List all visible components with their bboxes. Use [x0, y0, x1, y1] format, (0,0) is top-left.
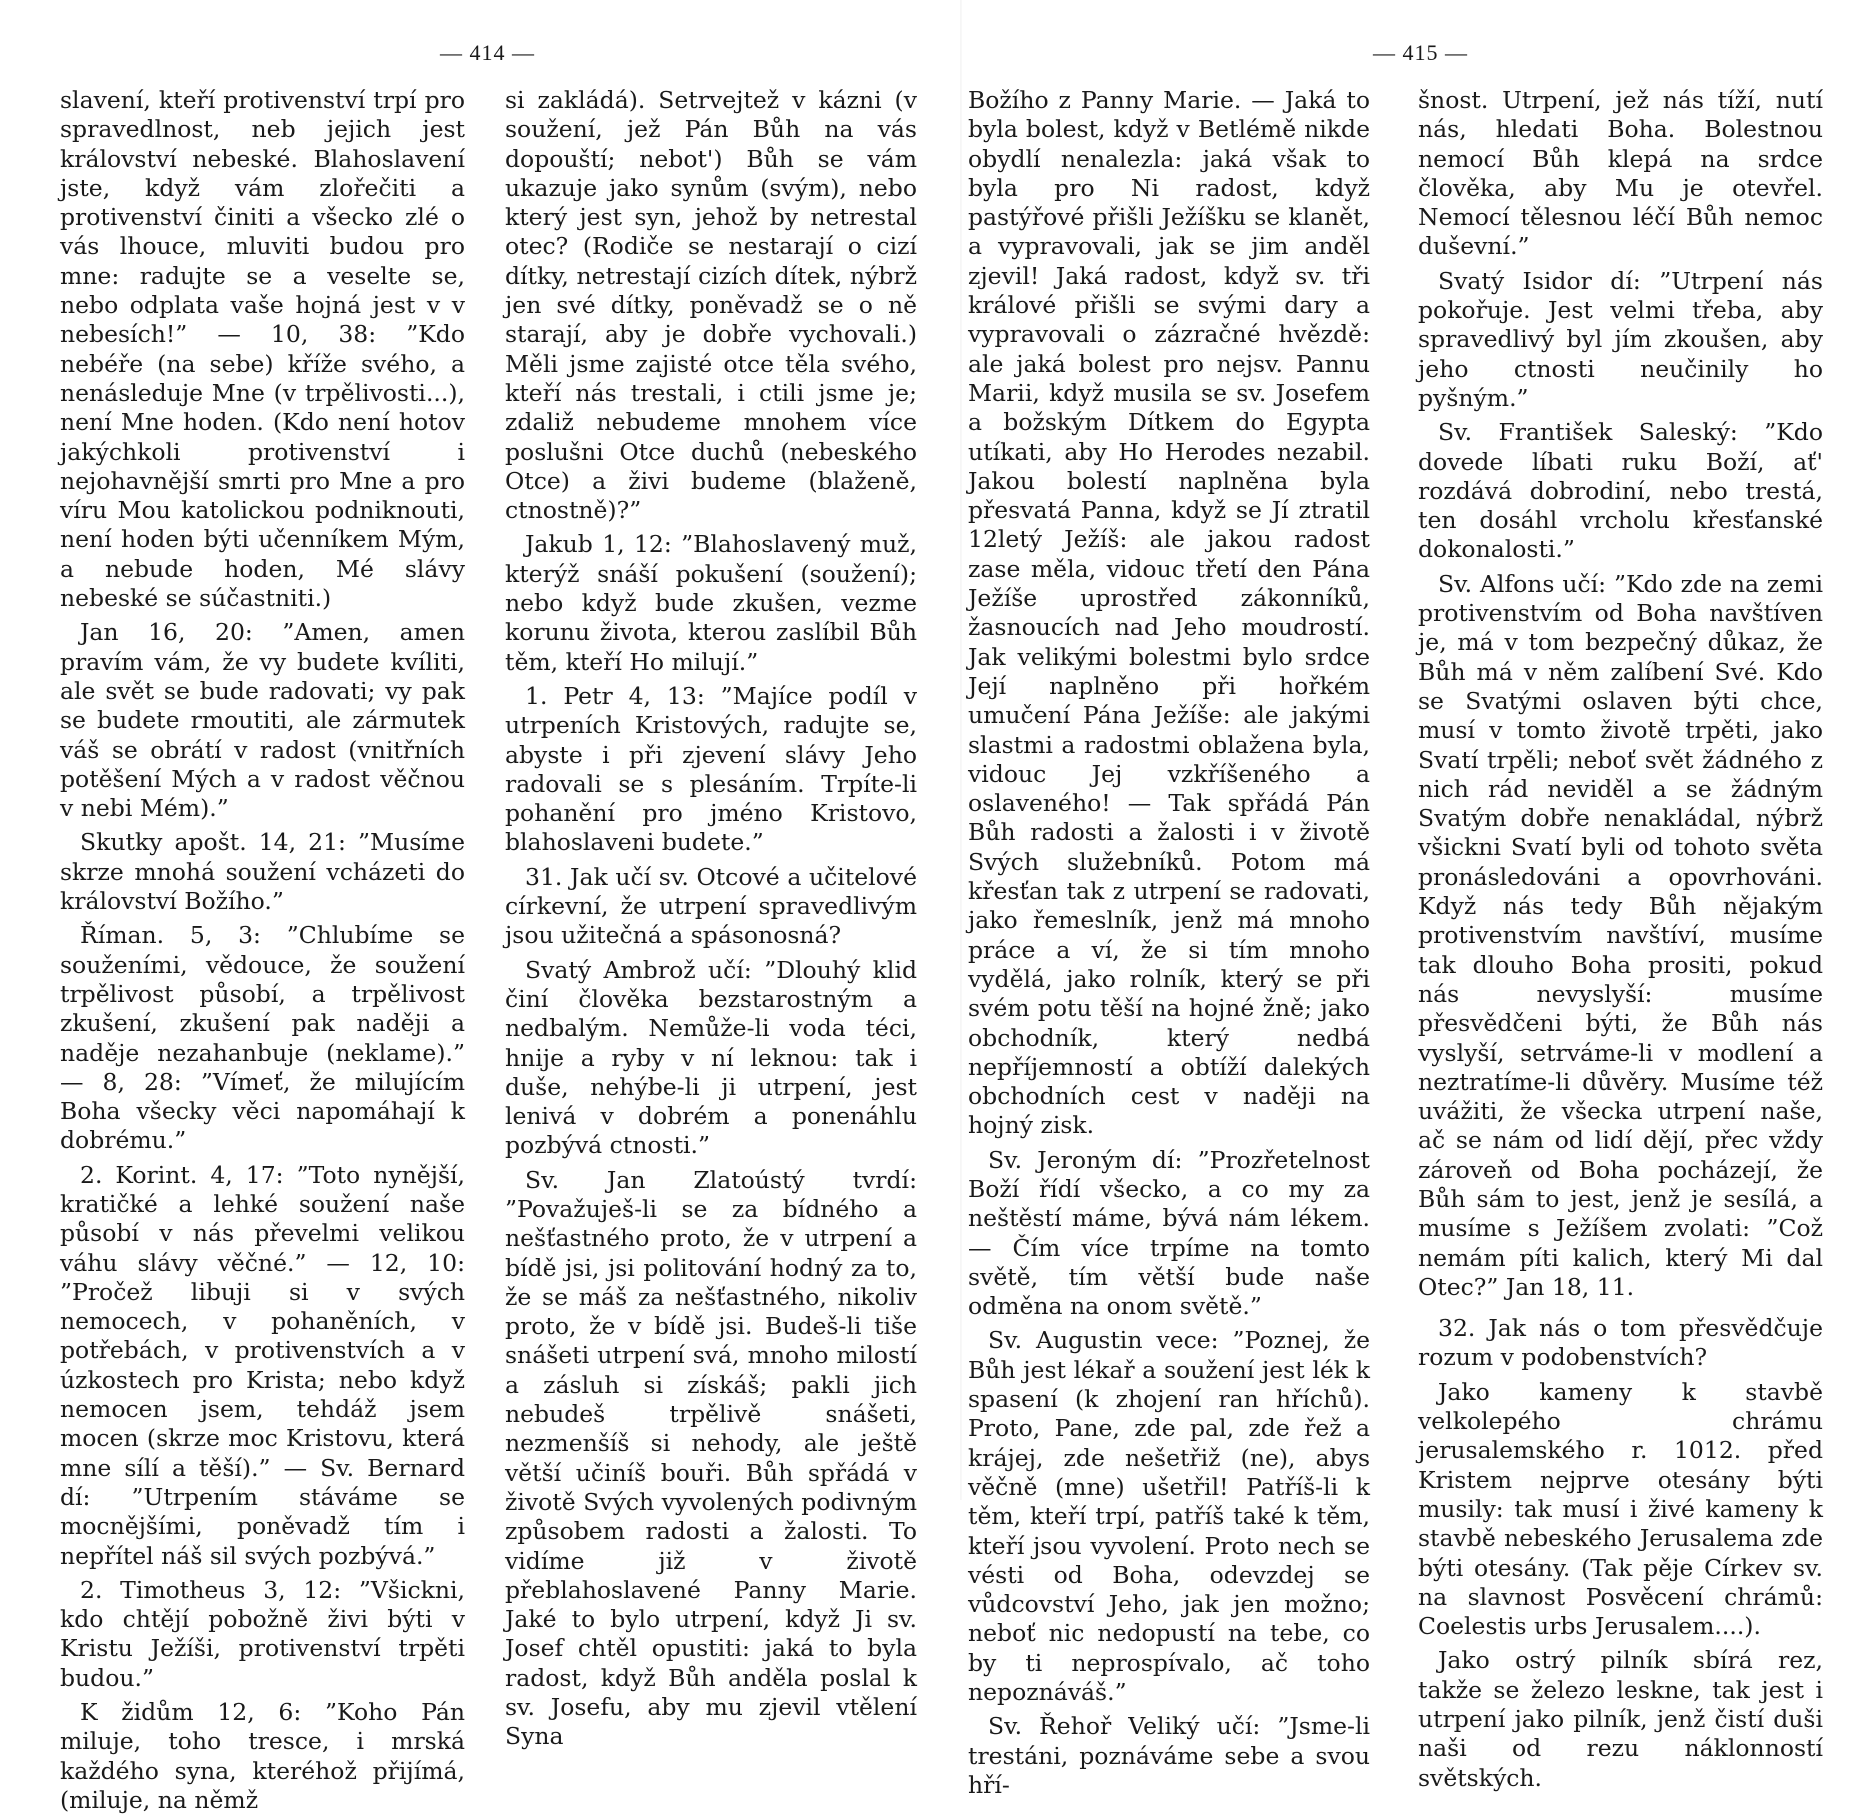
column-1: [60, 86, 465, 1820]
paragraph: 2. Korint. 4, 17: ”Toto nynější, kratičké a lehké soužení naše působí v nás převelmi velikou váhu slávy věčné.” — 12, 10: ”Pročež libuji si v svých nemocech, v pohaněních, v potřebách, v protivenstvích a v úzkostech pro Krista; nebo když nemocen jsem, tehdáž jsem mocen (skrze moc Kristovu, která mne sílí a těší).” — Sv. Bernard dí: ”Utrpením stáváme se mocnějšími, poněvadž tím i nepřítel náš sil svých pozbývá.”: [60, 1160, 465, 1570]
paragraph: si zakládá). Setrvejtež v kázni (v soužení, jež Pán Bůh na vás dopouští; nebot') Bůh se vám ukazuje jako synům (svým), nebo který jest syn, jehož by netrestal otec? (Rodiče se nestarají o cizí dítky, netrestají cizích dítek, nýbrž jen své dítky, poněvadž se o ně starají, aby je dobře vychovali.) Měli jsme zajisté otce těla svého, kteří nás trestali, i ctili jsme je; zdaliž nebudeme mnohem více poslušni Otce duchů (nebeského Otce) a živi budeme (blaženě, ctnostně)?”: [505, 86, 917, 525]
paragraph: 1. Petr 4, 13: ”Majíce podíl v utrpeních Kristových, radujte se, abyste i při zjevení slávy Jeho radovali se s plesáním. Trpíte-li pohanění pro jméno Kristovo, blahoslaveni budete.”: [505, 681, 917, 857]
paragraph: Jako kameny k stavbě velkolepého chrámu jerusalemského r. 1012. před Kristem nejprve otesány býti musily: tak musí i živé kameny k stavbě nebeského Jerusalema zde býti otesány. (Tak pěje Církev sv. na slavnost Posvěcení chrámů: Coelestis urbs Jerusalem....).: [1418, 1377, 1823, 1641]
paragraph: Skutky apošt. 14, 21: ”Musíme skrze mnohá soužení vcházeti do království Božího.”: [60, 828, 465, 916]
paragraph: 2. Timotheus 3, 12: ”Všickni, kdo chtějí pobožně živi býti v Kristu Ježíši, protivenství trpěti budou.”: [60, 1575, 465, 1692]
paragraph: Svatý Isidor dí: ”Utrpení nás pokořuje. Jest velmi třeba, aby spravedlivý byl jím zkoušen, aby jeho ctnosti neučinily ho pyšným.”: [1418, 266, 1823, 412]
right-page-number: — 415 —: [1373, 40, 1468, 65]
paragraph: Jako ostrý pilník sbírá rez, takže se železo leskne, tak jest i utrpení jako pilník, jenž čistí duši naši od rezu náklonností světských.: [1418, 1646, 1823, 1792]
paragraph: Božího z Panny Marie. — Jaká to byla bolest, když v Betlémě nikde obydlí nenalezla: jaká však to byla pro Ni radost, když pastýřové přišli Ježíšku se klanět, a vypravovali, jak se jim anděl zjevil! Jaká radost, když sv. tři králové přišli se svými dary a vypravovali o zázračné hvězdě: ale jaká bolest pro nejsv. Pannu Marii, když musila se sv. Josefem a božským Dítkem do Egypta utíkati, aby Ho Herodes nezabil. Jakou bolestí naplněna byla přesvatá Panna, když se Jí ztratil 12letý Ježíš: ale jakou radost zase měla, vidouc třetí den Pána Ježíše uprostřed zákonníků, žasnoucích nad Jeho moudrostí. Jak velikými bolestmi bylo srdce Její naplněno při hořkém umučení Pána Ježíše: ale jakými slastmi a radostmi oblažena byla, vidouc Jej vzkříšeného a oslaveného! — Tak spřádá Pán Bůh radosti a žalosti i v životě Svých služebníků. Potom má křesťan tak z utrpení se radovati, jako řemeslník, jenž má mnoho práce a ví, že si tím mnoho vydělá, jako rolník, který se při svém potu těší na hojné žně; jako obchodník, který nedbá nepříjemností a obtíží dalekých obchodních cest v naději na hojný zisk.: [968, 86, 1370, 1140]
paragraph: K židům 12, 6: ”Koho Pán miluje, toho tresce, i mrská každého syna, kteréhož přijímá, (miluje, na němž: [60, 1698, 465, 1814]
paragraph: šnost. Utrpení, jež nás tíží, nutí nás, hledati Boha. Bolestnou nemocí Bůh klepá na srdce člověka, aby Mu je otevřel. Nemocí tělesnou léčí Bůh nemoc duševní.”: [1418, 86, 1823, 261]
paragraph: Sv. František Saleský: ”Kdo dovede líbati ruku Boží, ať' rozdává dobrodiní, nebo trestá, ten dosáhl vrcholu křesťanské dokonalosti.”: [1418, 418, 1823, 564]
left-page-number: — 414 —: [440, 40, 535, 65]
paragraph: Říman. 5, 3: ”Chlubíme se souženími, vědouce, že soužení trpělivost působí, a trpělivost zkušení, zkušení pak naději a naděje nezahanbuje (neklame).” — 8, 28: ”Vímeť, že milujícím Boha všecky věci napomáhají k dobrému.”: [60, 921, 465, 1155]
column-3: [968, 86, 1370, 1805]
column-4: [1418, 86, 1823, 1798]
paragraph: Sv. Řehoř Veliký učí: ”Jsme-li trestáni, poznáváme sebe a svou hří-: [968, 1712, 1370, 1799]
paragraph: Jan 16, 20: ”Amen, amen pravím vám, že vy budete kvíliti, ale svět se bude radovati; vy pak se budete rmoutiti, ale zármutek váš se obrátí v radost (vnitřních potěšení Mých a v radost věčnou v nebi Mém).”: [60, 618, 465, 823]
question-heading: 32. Jak nás o tom přesvědčuje rozum v podobenstvích?: [1418, 1314, 1823, 1372]
question-heading: 31. Jak učí sv. Otcové a učitelové církevní, že utrpení spravedlivým jsou užitečná a spásonosná?: [505, 862, 917, 950]
paragraph: Sv. Augustin vece: ”Poznej, že Bůh jest lékař a soužení jest lék k spasení (k zhojení ran hříchů). Proto, Pane, zde pal, zde řež a krájej, zde nešetřiž (ne), abys věčně (mne) ušetřil! Patříš-li k těm, kteří trpí, patříš také k těm, kteří jsou vyvolení. Proto nech se vésti od Boha, odevzdej se vůdcovství Jeho, jak jen možno; neboť nic nedopustí na tebe, co by ti neprospívalo, ač toho nepoznáváš.”: [968, 1326, 1370, 1707]
column-2: [505, 86, 917, 1757]
page-fold: [960, 0, 962, 1500]
paragraph: Sv. Jan Zlatoústý tvrdí: ”Považuješ-li se za bídného a nešťastného proto, že v utrpení a bídě jsi, jsi politování hodný za to, že se máš za nešťastného, nikoliv proto, že v bídě jsi. Budeš-li tiše snášeti utrpení svá, mnoho milostí a zásluh si získáš; pakli jich nebudeš trpělivě snášeti, nezmenšíš si nehody, ale ještě větší učiníš bouři. Bůh spřádá v životě Svých vyvolených podivným způsobem radosti a žalosti. To vidíme již v životě přeblahoslavené Panny Marie. Jaké to bylo utrpení, když Ji sv. Josef chtěl opustiti: jaká to byla radost, když Bůh anděla poslal k sv. Josefu, aby mu zjevil vtělení Syna: [505, 1165, 917, 1751]
paragraph: Jakub 1, 12: ”Blahoslavený muž, kterýž snáší pokušení (soužení); nebo když bude zkušen, vezme korunu života, kterou zaslíbil Bůh těm, kteří Ho milují.”: [505, 530, 917, 676]
paragraph: Sv. Alfons učí: ”Kdo zde na zemi protivenstvím od Boha navštíven je, má v tom bezpečný důkaz, že Bůh má v něm zalíbení Své. Kdo se Svatými oslaven býti chce, musí v tomto životě trpěti, jako Svatí trpěli; neboť svět žádného z nich rád neviděl a se žádným Svatým dobře nenakládal, nýbrž všickni Svatí byli od tohoto světa pronásledováni a opovrhováni. Když nás tedy Bůh nějakým protivenstvím navštíví, musíme tak dlouho Boha prositi, pokud nás nevyslyší: musíme přesvědčeni býti, že Bůh nás vyslyší, setrváme-li v modlení a neztratíme-li důvěry. Musíme též uvážiti, že všecka utrpení naše, ač se nám od lidí dějí, přec vždy zároveň od Boha pocházejí, že Bůh sám to jest, jenž je sesílá, a musíme s Ježíšem zvolati: ”Což nemám píti kalich, který Mi dal Otec?” Jan 18, 11.: [1418, 569, 1823, 1301]
paragraph: slavení, kteří protivenství trpí pro spravedlnost, neb jejich jest království nebeské. Blahoslavení jste, když vám zlořečiti a protivenství činiti a všecko zlé o vás lhouce, mluviti budou pro mne: radujte se a veselte se, nebo odplata vaše hojná jest v v nebesích!” — 10, 38: ”Kdo nebéře (na sebe) kříže svého, a nenásleduje Mne (v trpělivosti...), není Mne hoden. (Kdo není hotov jakýchkoli protivenství i nejohavnější smrti pro Mne a pro víru Mou katolickou podniknouti, není hoden býti učenníkem Mým, a nebude hoden, Mé slávy nebeské se súčastniti.): [60, 86, 465, 613]
paragraph: Svatý Ambrož učí: ”Dlouhý klid činí člověka bezstarostným a nedbalým. Nemůže-li voda téci, hnije a ryby v ní leknou: tak i duše, nehýbe-li ji utrpení, jest lenivá v dobrém a ponenáhlu pozbývá ctnosti.”: [505, 955, 917, 1160]
paragraph: Sv. Jeroným dí: ”Prozřetelnost Boží řídí všecko, a co my za neštěstí máme, bývá nám lékem. — Čím více trpíme na tomto světě, tím větší bude naše odměna na onom světě.”: [968, 1145, 1370, 1321]
